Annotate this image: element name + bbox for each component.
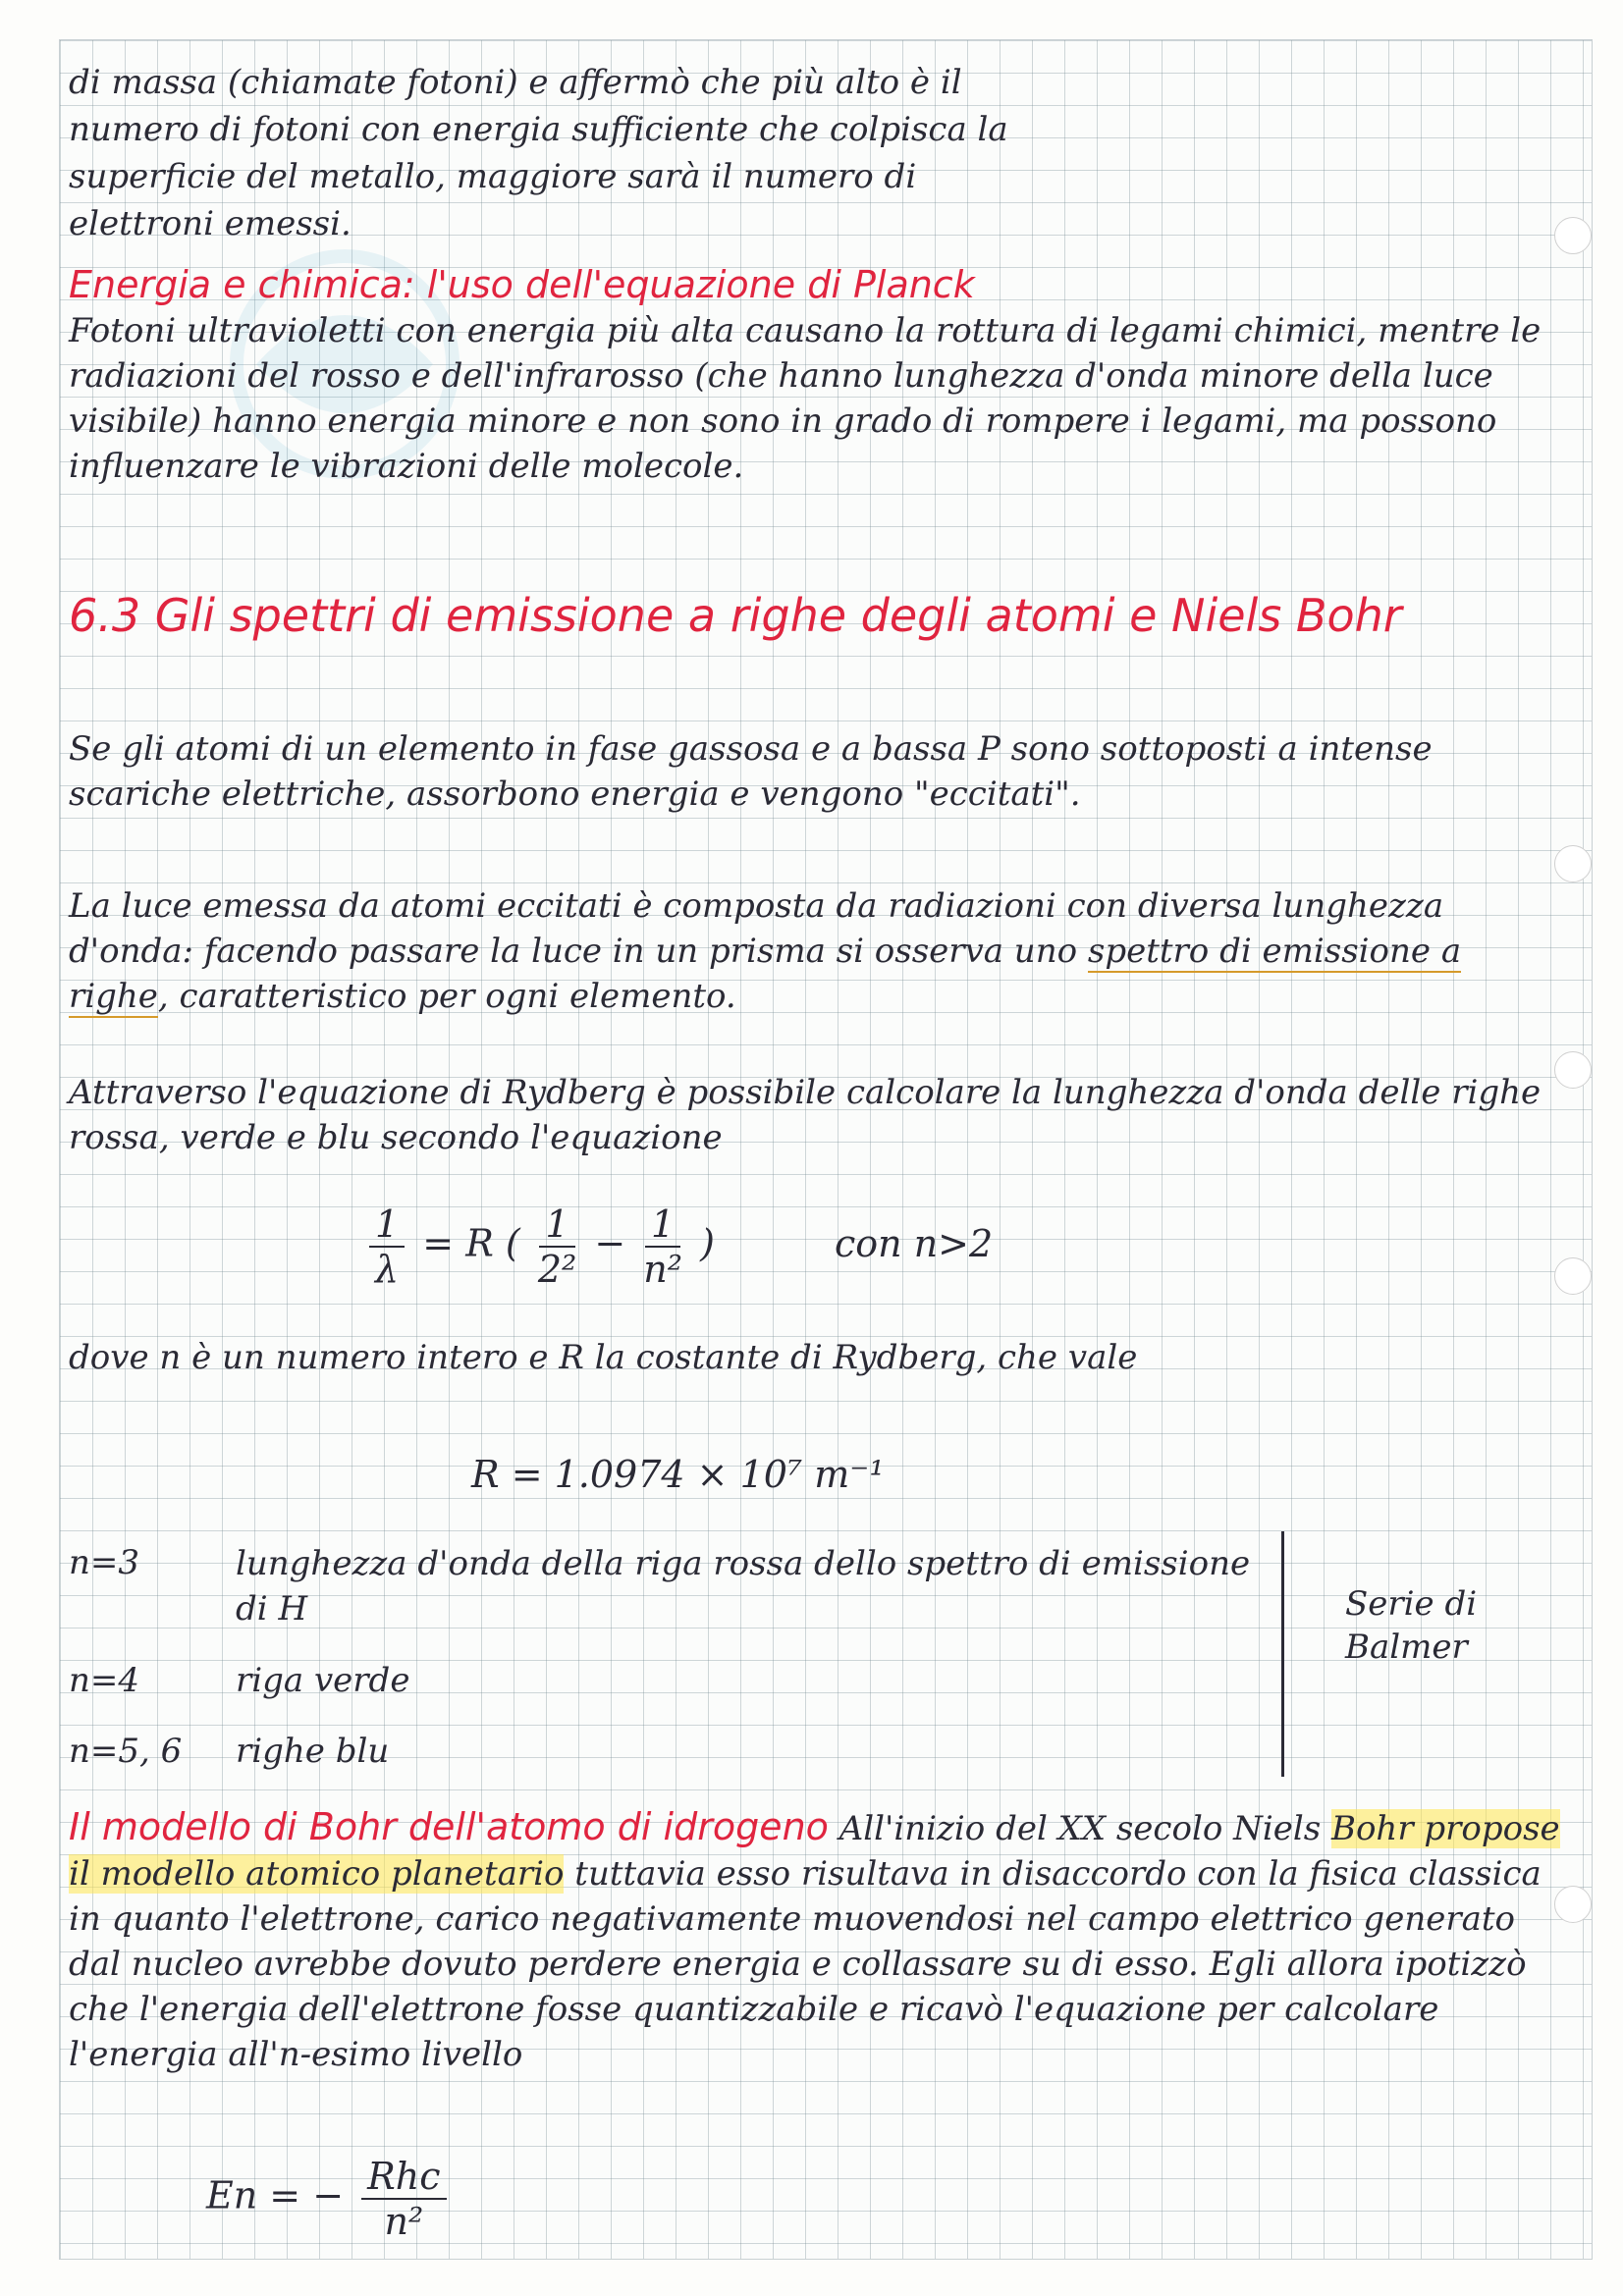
paragraph-rydberg: Attraverso l'equazione di Rydberg è possibile calcolare la lunghezza d'onda delle righe rossa, verde e blu secondo l'equazione (69, 1073, 1542, 1157)
frac-t1-num: 1 (539, 1202, 574, 1248)
heading-bohr: Il modello di Bohr dell'atomo di idrogeno (69, 1805, 829, 1848)
section-title: 6.3 Gli spettri di emissione a righe degli atomi e Niels Bohr (69, 589, 1402, 642)
series-n4-desc: riga verde (236, 1661, 410, 1700)
series-n56-desc: righe blu (236, 1732, 390, 1771)
planck-paragraph: Fotoni ultravioletti con energia più alta causano la rottura di legami chimici, mentre le radiazioni del rosso e dell'infrarosso (che hanno lunghezza d'onda minore della luce visibile) hanno energia minore e non sono in grado di rompere i legami, ma possono influenzare le vibrazioni delle molecole. (69, 311, 1542, 486)
series-n4-label: n=4 (69, 1661, 140, 1700)
paragraph-bohr (69, 1804, 1561, 2077)
intro-line-1: di massa (chiamate fotoni) e affermò che più alto è il (69, 63, 962, 102)
eq-r-open: = R ( (422, 1221, 520, 1265)
binder-hole (1554, 217, 1592, 254)
intro-line-4: elettroni emessi. (69, 204, 352, 243)
intro-line-2: numero di fotoni con energia sufficiente che colpisca la (69, 110, 1008, 149)
binder-hole (1554, 1051, 1592, 1089)
eq-bohr-lhs: En = (206, 2173, 301, 2217)
paragraph-emission-a: La luce emessa da atomi eccitati è composta da radiazioni con diversa lunghezza d'onda: facendo passare la luce in un prisma si osserva uno (69, 886, 1444, 971)
eq-bohr-minus: − (312, 2173, 345, 2217)
binder-hole (1554, 845, 1592, 882)
paragraph-excitation: Se gli atomi di un elemento in fase gassosa e a bassa P sono sottoposti a intense scariche elettriche, assorbono energia e vengono "eccitati". (69, 729, 1433, 814)
frac-term-1 (538, 1202, 576, 1291)
rydberg-equation (363, 1202, 993, 1291)
bohr-energy-equation (206, 2155, 453, 2243)
eq-condition: con n>2 (835, 1221, 994, 1265)
bohr-lead: All'inizio del XX secolo Niels (828, 1809, 1331, 1848)
eq-close: ) (700, 1221, 715, 1265)
paragraph-emission-b: , caratteristico per ogni elemento. (157, 977, 736, 1016)
frac-t2-den: n² (643, 1248, 682, 1291)
frac-bohr-num: Rhc (361, 2155, 446, 2200)
frac-lhs-den: λ (375, 1248, 400, 1291)
bohr-highlight: Bohr propose il modello atomico planetario (69, 1809, 1560, 1894)
frac-bohr-den: n² (384, 2200, 424, 2243)
series-n3-label: n=3 (69, 1543, 140, 1582)
emission-spectrum-term: spettro di emissione a righe (69, 932, 1462, 1016)
paragraph-emission (69, 883, 1551, 1019)
frac-term-2 (643, 1202, 682, 1291)
series-n56-label: n=5, 6 (69, 1732, 183, 1771)
rydberg-constant-value: R = 1.0974 × 10⁷ m⁻¹ (471, 1453, 885, 1496)
frac-t1-den: 2² (537, 1248, 577, 1291)
heading-planck: Energia e chimica: l'uso dell'equazione di Planck (69, 263, 975, 306)
bohr-rest: tuttavia esso risultava in disaccordo con la fisica classica in quanto l'elettrone, carico negativamente muovendosi nel campo elettrico generato dal nucleo avrebbe dovuto perdere energia e collassare su di esso. Egli allora ipotizzò che l'energia dell'elettrone fosse quantizzabile e ricavò l'equazione per calcolare l'energia all'n-esimo livello (69, 1854, 1542, 2074)
paragraph-rydberg-constant: dove n è un numero intero e R la costante di Rydberg, che vale (69, 1338, 1138, 1377)
frac-bohr (361, 2155, 446, 2243)
series-n3-desc: lunghezza d'onda della riga rossa dello spettro di emissione di H (236, 1544, 1251, 1629)
balmer-series-label: Serie di Balmer (1345, 1584, 1478, 1667)
frac-lhs (369, 1202, 405, 1291)
series-bracket (1281, 1531, 1284, 1777)
frac-lhs-num: 1 (369, 1202, 405, 1248)
intro-line-3: superficie del metallo, maggiore sarà il numero di (69, 157, 917, 196)
binder-hole (1554, 1257, 1592, 1295)
frac-t2-num: 1 (645, 1202, 680, 1248)
eq-minus: − (594, 1221, 626, 1265)
